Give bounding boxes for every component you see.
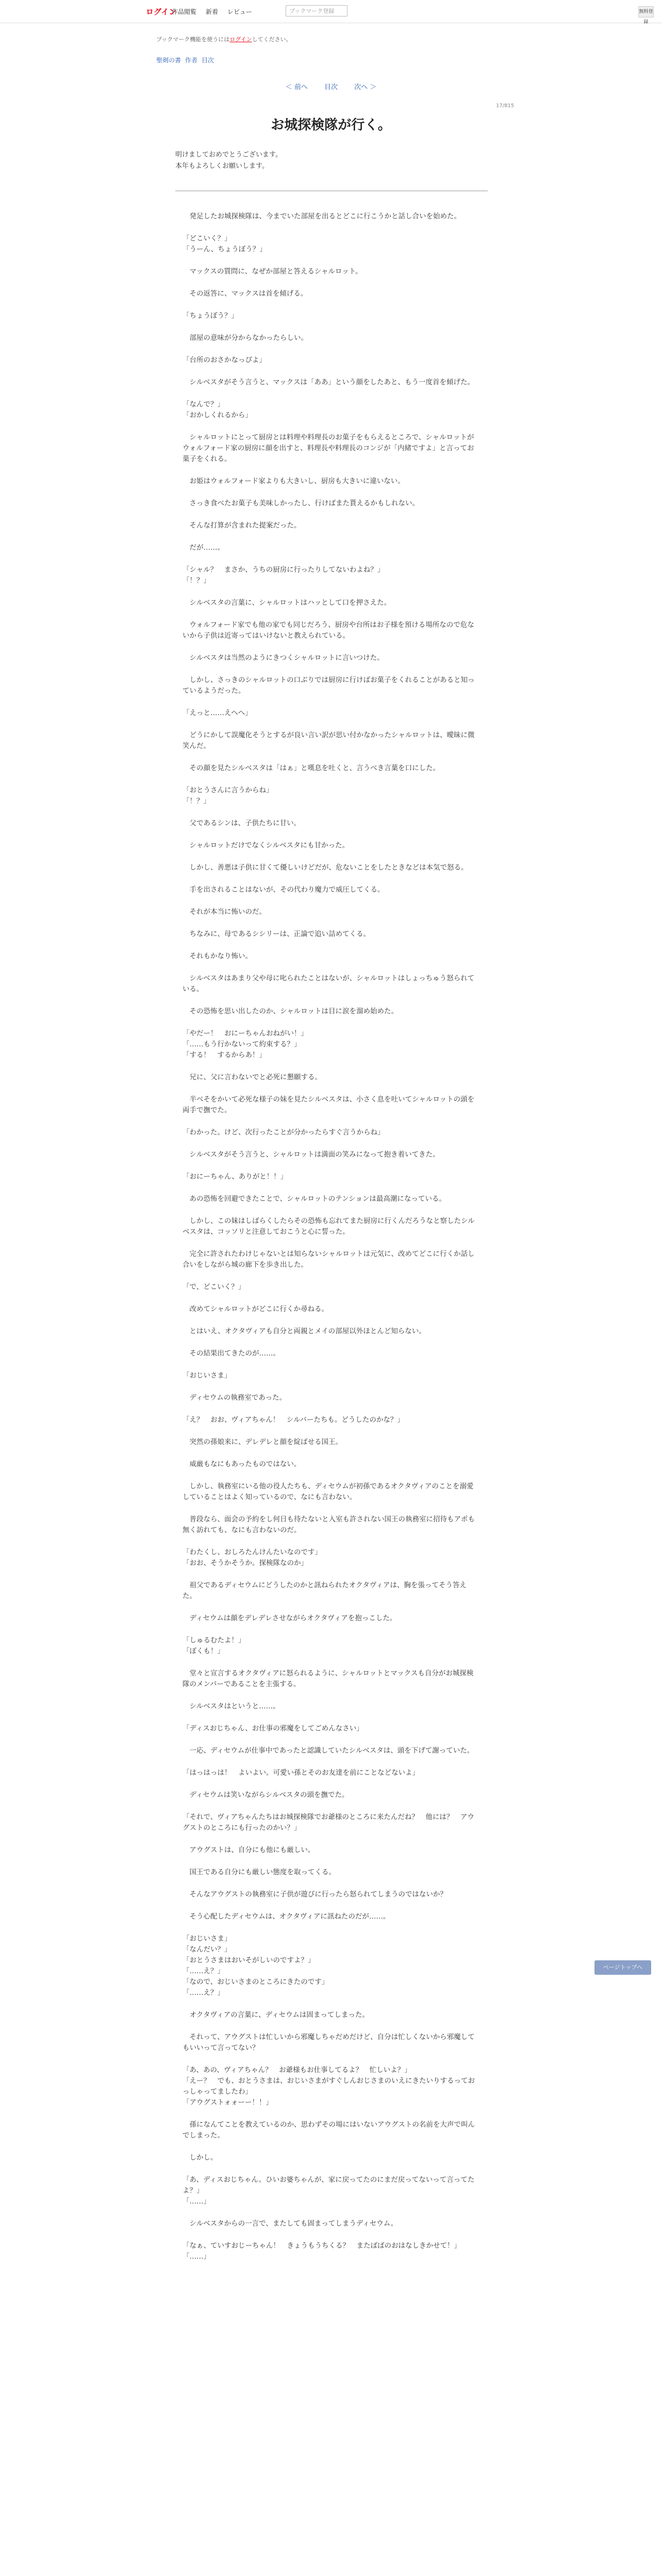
paragraph: 半べそをかいて必死な様子の妹を見たシルベスタは、小さく息を吐いてシャルロットの頭を両手で撫でた。 [183, 1095, 475, 1114]
paragraph: 「シャル？ まさか、うちの厨房に行ったりしてないわよね？」 「！？」 [183, 566, 385, 585]
paragraph: 部屋の意味が分からなかったらしい。 [183, 334, 308, 342]
paragraph: 改めてシャルロットがどこに行くか尋ねる。 [183, 1305, 328, 1313]
paragraph: 兄に、父に言わないでと必死に懇願する。 [183, 1073, 322, 1081]
preface-line: 明けましておめでとうございます。 [175, 151, 282, 159]
breadcrumb [156, 56, 214, 64]
paragraph: 「台所のおさかなっぴよ」 [183, 356, 266, 364]
paragraph: アウグストは、自分にも他にも厳しい。 [183, 1846, 315, 1854]
paragraph: 「えっと……えへへ」 [183, 709, 252, 717]
paragraph: オクタヴィアの言葉に、ディセウムは固まってしまった。 [183, 2011, 369, 2019]
paragraph: シルベスタがそう言うと、マックスは「ああ」という顔をしたあと、もう一度首を傾げた。 [183, 378, 474, 386]
preface [175, 149, 485, 172]
paragraph: しかし、執務室にいる他の役人たちも、ディセウムが初孫であるオクタヴィアのことを溺愛していることはよく知っているので、なにも言わない。 [183, 1482, 474, 1501]
paragraph: しかし、さっきのシャルロットの口ぶりでは厨房に行けばお菓子をくれることがあると知っているようだった。 [183, 676, 475, 695]
paragraph: 「ディスおじちゃん、お仕事の邪魔をしてごめんなさい」 [183, 1724, 363, 1733]
preface-line: 本年もよろしくお願いします。 [175, 162, 269, 170]
paragraph: シルベスタはあまり父や母に叱られたことはないが、シャルロットはしょっちゅう怒られている。 [183, 974, 475, 993]
paragraph: 発足したお城探検隊は、今までいた部屋を出るとどこに行こうかと話し合いを始めた。 [183, 212, 461, 221]
chapter-body [183, 211, 479, 2274]
paragraph: お姫はウォルフォード家よりも大きいし、厨房も大きいに違いない。 [183, 477, 405, 485]
paragraph: 普段なら、面会の予約をし何日も待たないと入室も許されない国王の執務室に招待もアポも無く訪れても、なにも言わないのだ。 [183, 1515, 475, 1534]
paragraph: 「それで、ヴィアちゃんたちはお城探検隊でお爺様のところに来たんだね？ 他には？ アウグストのところにも行ったのかい？」 [183, 1813, 474, 1832]
prev-chapter-link[interactable]: ＜ 前へ [285, 83, 308, 91]
paragraph: 父であるシンは、子供たちに甘い。 [183, 819, 301, 827]
bookmark-button[interactable]: ブックマーク登録 [286, 5, 347, 16]
paragraph: 「おとうさんに言うからね」 「！？」 [183, 786, 273, 805]
paragraph: 「ちょうぼう？」 [183, 312, 238, 320]
paragraph: 「あ、あの、ヴィアちゃん？ お爺様もお仕事してるよ？ 忙しいよ？」 「えー？ でも、おとうさまは、おじいさまがすぐしんおじさまのいえにきたいりするっておっしゃってましたわ」 「アウグストォォーー！！」 [183, 2066, 475, 2107]
paragraph: どうにかして誤魔化そうとするが良い言い訳が思い付かなかったシャルロットは、曖昧に微笑んだ。 [183, 731, 475, 750]
paragraph: 威厳もなにもあったものではない。 [183, 1460, 301, 1468]
paragraph: その顔を見たシルベスタは「はぁ」と嘆息を吐くと、言うべき言葉を口にした。 [183, 764, 440, 772]
paragraph: 「え？ おお、ヴィアちゃん！ シルバーたちも。どうしたのかな？」 [183, 1416, 404, 1424]
paragraph: だが……。 [183, 544, 224, 552]
paragraph: そんな打算が含まれた提案だった。 [183, 521, 301, 530]
breadcrumb-author[interactable]: 作者 [185, 57, 198, 64]
paragraph: 国王である自分にも厳しい態度を取ってくる。 [183, 1868, 336, 1876]
main-nav [172, 7, 252, 16]
paragraph: 「わたくし、おしろたんけんたいなのです」 「おお、そうかそうか。探検隊なのか」 [183, 1548, 322, 1567]
paragraph: シルベスタがそう言うと、シャルロットは満面の笑みになって抱き着いてきた。 [183, 1150, 440, 1159]
paragraph: シルベスタからの一言で、またしても固まってしまうディセウム。 [183, 2219, 398, 2228]
paragraph: 完全に許されたわけじゃないとは知らないシャルロットは元気に、改めてどこに行くか話し合いをしながら城の廊下を歩き出した。 [183, 1250, 475, 1269]
paragraph: しかし。 [183, 2154, 218, 2162]
paragraph: それもかなり怖い。 [183, 952, 252, 960]
paragraph: ウォルフォード家でも他の家でも同じだろう、厨房や台所はお子様を預ける場所なので危ないから子供は近寄ってはいけないと教えられている。 [183, 621, 474, 640]
paragraph: 祖父であるディセウムにどうしたのかと訊ねられたオクタヴィアは、胸を張ってそう答えた。 [183, 1581, 467, 1600]
paragraph: 一応、ディセウムが仕事中であったと認識していたシルベスタは、頭を下げて謝っていた。 [183, 1747, 474, 1755]
paragraph: ディセウムの執務室であった。 [183, 1394, 287, 1402]
top-bar [0, 0, 662, 23]
paragraph: しかし、この妹はしばらくしたらその恐怖も忘れてまた厨房に行くんだろうなと察したシルベスタは、コッソリと注意しておこうと心に誓った。 [183, 1217, 475, 1236]
notice-text-before: ブックマーク機能を使うには [156, 36, 230, 43]
paragraph: 「なんで？」 「おかしくれるから」 [183, 400, 252, 419]
paragraph: そう心配したディセウムは、オクタヴィアに訊ねたのだが……。 [183, 1912, 390, 1921]
paragraph: そんなアウグストの執務室に子供が遊びに行ったら怒られてしまうのではないか？ [183, 1890, 447, 1899]
page-number: 17/815 [496, 103, 515, 109]
chapter-pager [0, 81, 662, 91]
notice-login-link[interactable]: ログイン [229, 36, 252, 43]
next-chapter-link[interactable]: 次へ ＞ [354, 83, 377, 91]
paragraph: シルベスタは当然のようにきつくシャルロットに言いつけた。 [183, 654, 384, 662]
paragraph: その返答に、マックスは首を傾げる。 [183, 290, 308, 298]
paragraph: あの恐怖を回避できたことで、シャルロットのテンションは最高潮になっている。 [183, 1195, 446, 1203]
chapter-title: お城探検隊が行く。 [271, 117, 391, 133]
nav-item-new[interactable]: 新着 [206, 8, 219, 15]
paragraph: それって、アウグストは忙しいから邪魔しちゃだめだけど、自分は忙しくないから邪魔してもいいって言ってない？ [183, 2033, 475, 2052]
paragraph: 手を出されることはないが、その代わり魔力で威圧してくる。 [183, 886, 385, 894]
login-notice [156, 35, 292, 43]
paragraph: しかし、善悪は子供に甘くて優しいけどだが、危ないことをしたときなどは本気で怒る。 [183, 863, 468, 872]
paragraph: 「おにーちゃん、ありがと！！」 [183, 1173, 288, 1181]
paragraph: その恐怖を思い出したのか、シャルロットは目に涙を溜め始めた。 [183, 1007, 398, 1015]
paragraph: 「で、どこいく？」 [183, 1283, 245, 1291]
paragraph: ちなみに、母であるシシリーは、正論で追い詰めてくる。 [183, 930, 371, 938]
nav-item-review[interactable]: レビュー [227, 8, 253, 15]
register-button[interactable]: 無料登録 [638, 6, 654, 18]
paragraph: 「はっはっは！ よいよい。可愛い孫とそのお友達を前にことなどないよ」 [183, 1769, 419, 1777]
paragraph: 「しゅるむたよ！」 「ぼくも！」 [183, 1636, 245, 1655]
paragraph: 孫になんてことを教えているのか、思わずその場にはいないアウグストの名前を大声で叫んでしまった。 [183, 2121, 475, 2140]
paragraph: とはいえ、オクタヴィアも自分と両親とメイの部屋以外ほとんど知らない。 [183, 1327, 426, 1335]
paragraph: シルベスタはというと……。 [183, 1702, 280, 1710]
paragraph: 「わかった。けど、次行ったことが分かったらすぐ言うからね」 [183, 1128, 385, 1137]
paragraph: それが本当に怖いのだ。 [183, 908, 266, 916]
breadcrumb-toc[interactable]: 目次 [202, 57, 214, 64]
paragraph: 「なぁ、ていすおじーちゃん！ きょうもうちくる？ またばばのおはなしきかせて！」 「……」 [183, 2242, 461, 2261]
paragraph: 「どこいく？」 「うーん、ちょうぼう？」 [183, 234, 267, 253]
paragraph: シャルロットだけでなくシルベスタにも甘かった。 [183, 841, 350, 850]
paragraph: シルベスタの言葉に、シャルロットはハッとして口を押さえた。 [183, 599, 391, 607]
toc-link[interactable]: 目次 [324, 83, 338, 91]
paragraph: その結果出てきたのが……。 [183, 1349, 280, 1358]
paragraph: さっき食べたお菓子も美味しかったし、行けばまた貰えるかもしれない。 [183, 499, 419, 507]
notice-text-after: してください。 [252, 36, 292, 43]
breadcrumb-series[interactable]: 聖剣の書 [156, 57, 181, 64]
paragraph: 「おじいさま」 「なんだい？」 「おとうさまはおいそがしいのですよ？」 「……え？」 「なので、おじいさまのところにきたのです」 「……え？」 [183, 1935, 329, 1997]
paragraph: ディセウムは顔をデレデレさせながらオクタヴィアを抱っこした。 [183, 1614, 397, 1622]
paragraph: 「やだー！ おにーちゃんおねがい！」 「……もう行かないって約束する？」 「する！ するからあ！」 [183, 1029, 308, 1059]
page-top-button[interactable]: ページトップへ [594, 1960, 651, 1975]
paragraph: ディセウムは笑いながらシルベスタの頭を撫でた。 [183, 1791, 349, 1799]
nav-item-browse[interactable]: 作品閲覧 [172, 8, 197, 15]
paragraph: 突然の孫娘来に、デレデレと顔を綻ばせる国王。 [183, 1438, 342, 1446]
login-link[interactable]: ログイン [146, 7, 177, 16]
paragraph: 「あ、ディスおじちゃん。ひいお婆ちゃんが、家に戻ってたのにまだ戻ってないって言ってたよ？」 「……」 [183, 2176, 475, 2206]
paragraph: シャルロットにとって厨房とは料理や料理長のお菓子をもらえるところで、シャルロットがウォルフォード家の厨房に顔を出すと、料理長や料理長のコンジが「内緒ですよ」と言ってお菓子をくれる。 [183, 433, 474, 463]
paragraph: 堂々と宣言するオクタヴィアに怒られるように、シャルロットとマックスも自分がお城探検隊のメンバーであることを主張する。 [183, 1669, 474, 1688]
paragraph: マックスの質問に、なぜか部屋と答えるシャルロット。 [183, 267, 362, 276]
paragraph: 「おじいさま」 [183, 1371, 231, 1380]
